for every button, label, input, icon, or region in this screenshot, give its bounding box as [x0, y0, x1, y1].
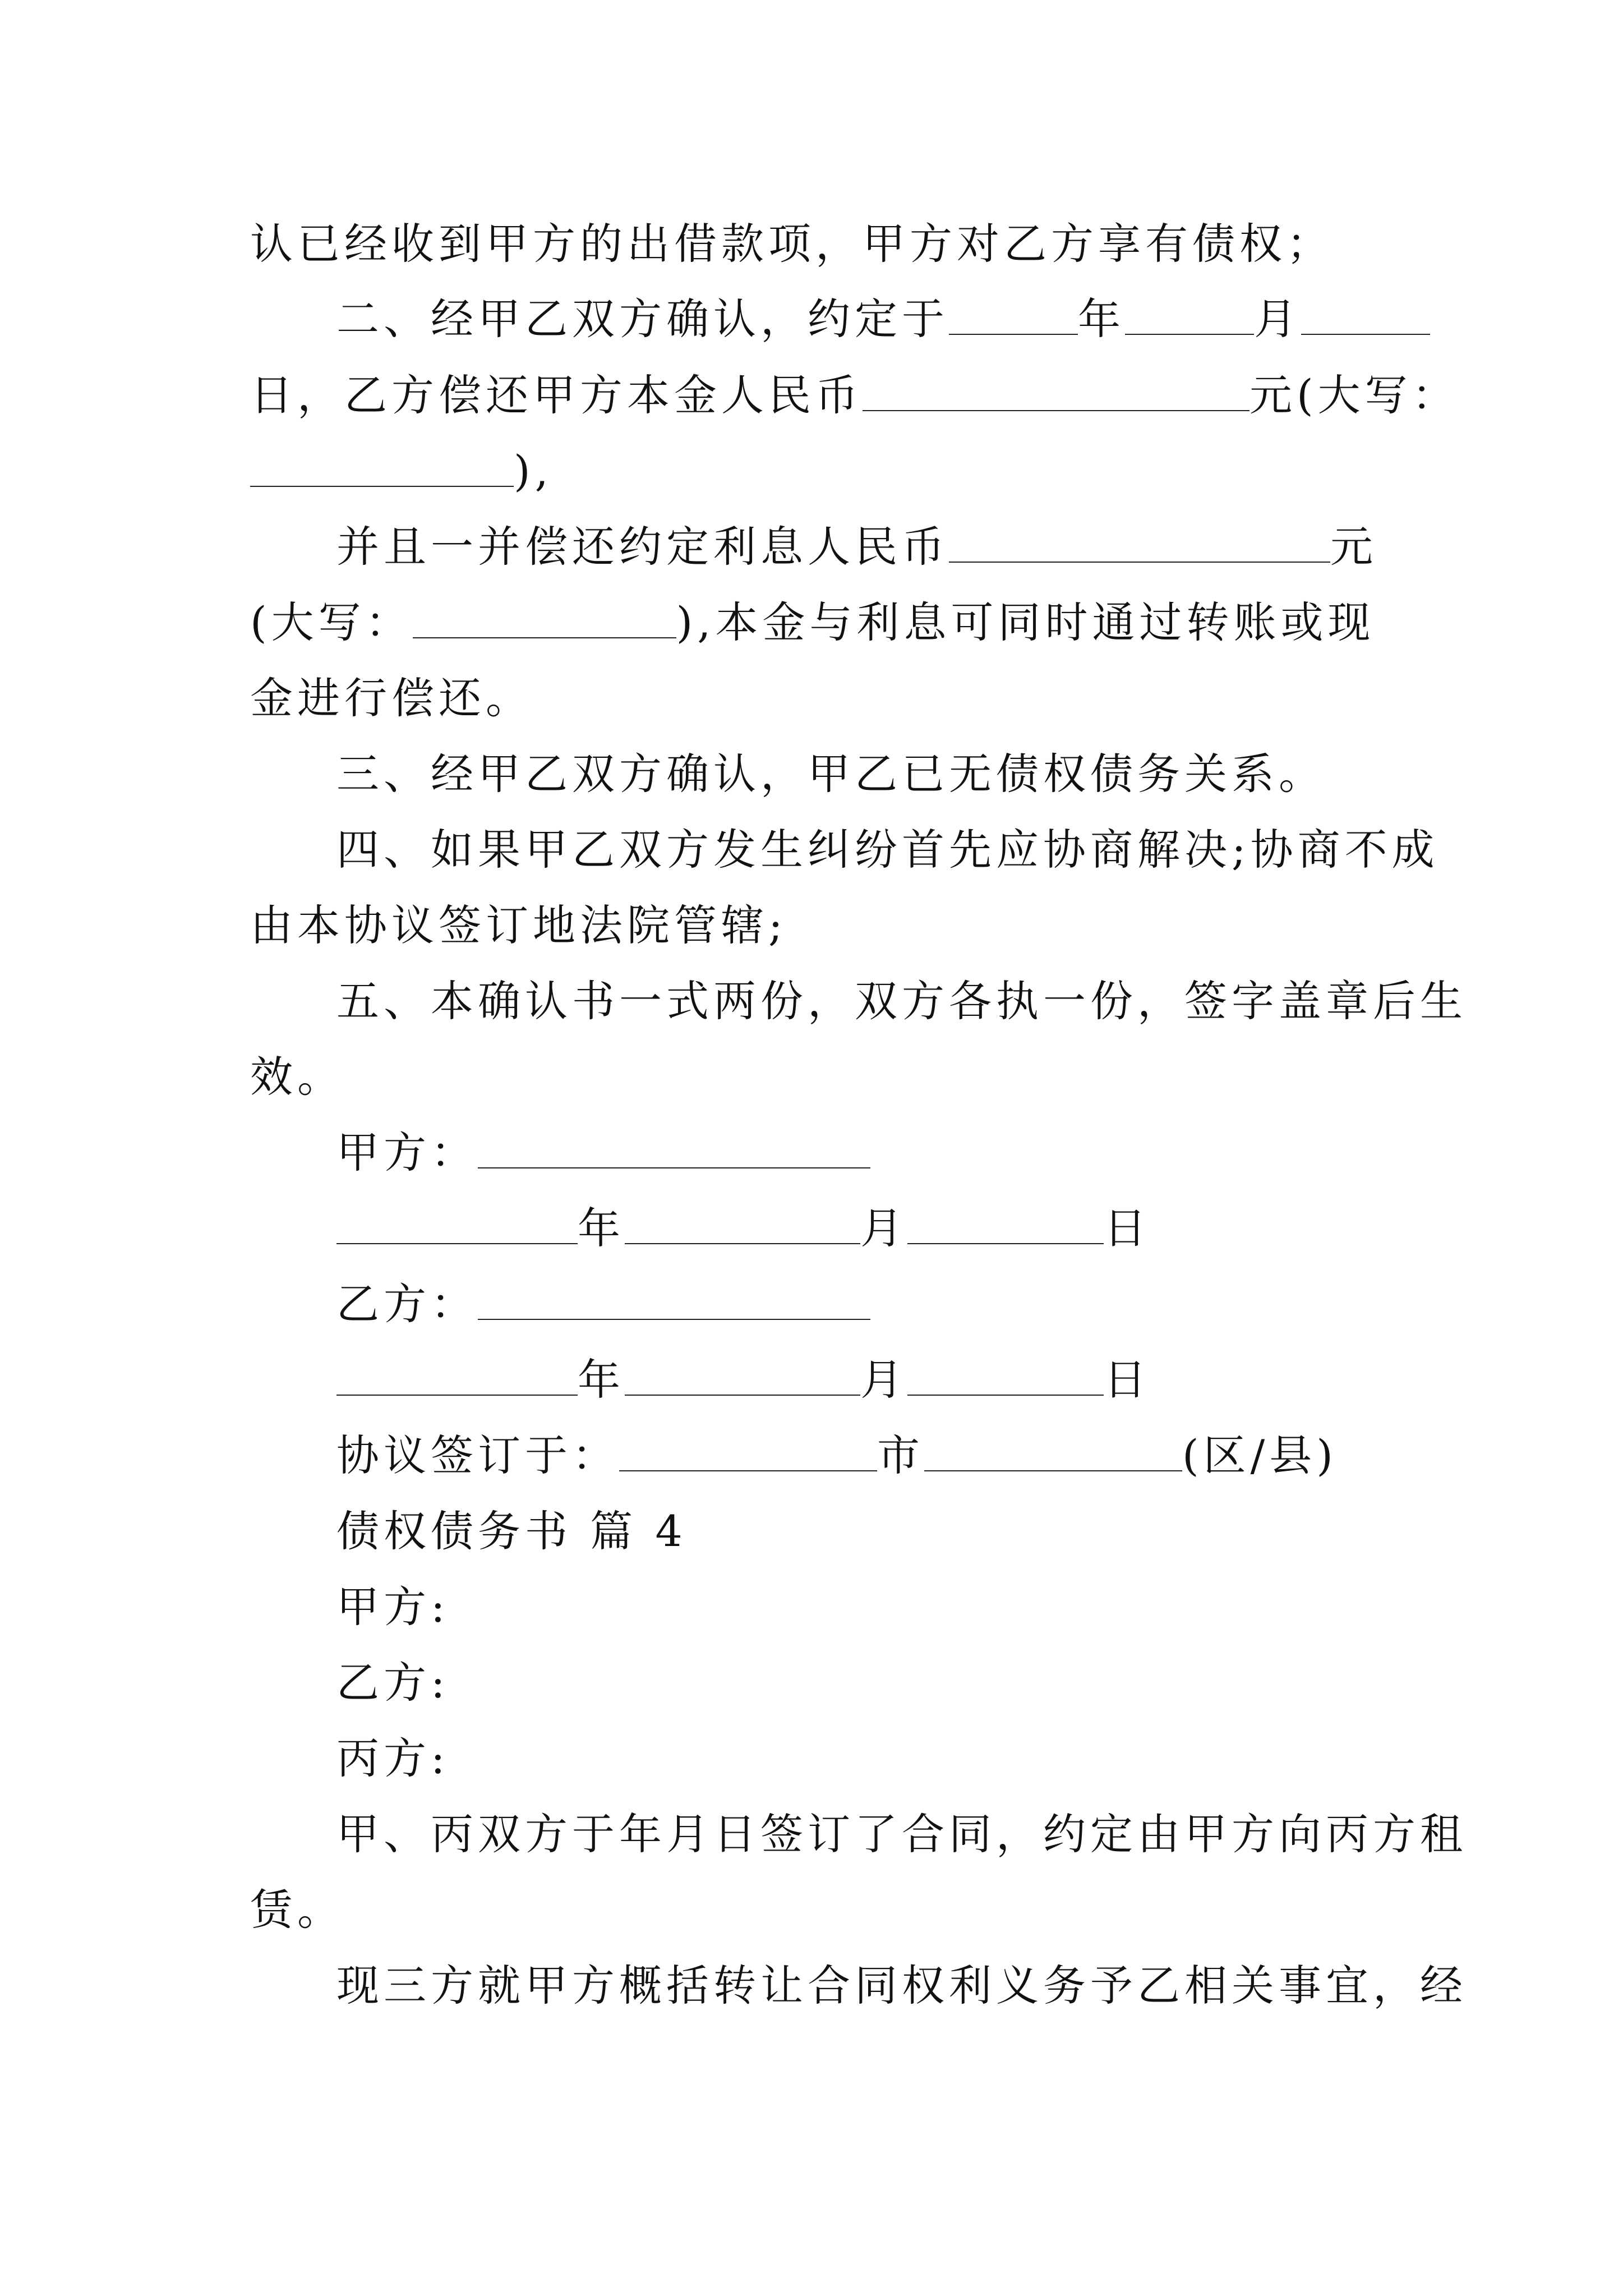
clause-four-line [250, 892, 1383, 959]
text-segment: 日 [1104, 1355, 1151, 1405]
text-segment: ), [514, 446, 553, 496]
text-segment: 甲方: [336, 1582, 450, 1632]
text-segment: 年 [578, 1355, 625, 1405]
party-a-date-line [336, 1195, 1469, 1262]
text-segment: 丙方: [336, 1733, 450, 1783]
clause-two-line [250, 362, 1459, 429]
text-segment: 年 [578, 1203, 625, 1253]
clause-five-line [250, 1043, 1383, 1111]
text-segment: (区/县) [1182, 1430, 1338, 1480]
text-segment: (大写： [250, 597, 413, 647]
text-segment: 五、本确认书一式两份，双方各执一份，签字盖章后生 [336, 976, 1467, 1026]
year-blank [336, 1200, 578, 1244]
day-blank [1301, 291, 1430, 335]
party-b-label [336, 1649, 1469, 1717]
interest-line [336, 513, 1469, 581]
text-segment: 并且一并偿还约定利息人民币 [336, 522, 949, 572]
text-segment: 月 [1254, 294, 1301, 344]
text-segment: 效。 [250, 1052, 344, 1102]
text-segment: 甲、丙双方于年月日签订了合同，约定由甲方向丙方租 [336, 1809, 1467, 1859]
text-segment: 二、经甲乙双方确认，约定于 [336, 294, 949, 344]
clause-two-line [336, 286, 1469, 353]
party-b-signature-blank [478, 1276, 870, 1320]
text-segment: 元(大写： [1249, 370, 1459, 420]
signing-place-line [336, 1422, 1469, 1489]
text-segment: 由本协议签订地法院管辖; [250, 900, 787, 950]
text-segment: 日，乙方偿还甲方本金人民币 [250, 370, 863, 420]
text-segment: 月 [860, 1355, 907, 1405]
clause-five-line [336, 968, 1469, 1035]
text-segment: 协议签订于： [336, 1430, 619, 1480]
paragraph-line [250, 1876, 1383, 1944]
text-segment: 元 [1330, 522, 1377, 572]
city-blank [619, 1428, 877, 1471]
text-segment: 月 [860, 1203, 907, 1253]
party-b-signature-line [336, 1271, 1469, 1338]
party-a-signature-blank [478, 1125, 870, 1168]
text-segment: 乙方: [336, 1658, 450, 1708]
text-segment: 现三方就甲方概括转让合同权利义务予乙相关事宜，经 [336, 1961, 1467, 2010]
principal-capital-blank [250, 443, 514, 487]
paragraph-line [336, 1801, 1469, 1868]
interest-line [250, 589, 1383, 656]
text-segment: 甲方： [336, 1128, 478, 1177]
party-a-signature-line [336, 1119, 1469, 1186]
month-blank [1125, 291, 1254, 335]
district-blank [924, 1428, 1182, 1471]
clause-two-line [250, 438, 1383, 505]
text-segment: 金进行偿还。 [250, 673, 533, 723]
interest-amount-blank [949, 519, 1330, 563]
party-c-label [336, 1725, 1469, 1792]
day-blank [907, 1200, 1104, 1244]
month-blank [625, 1200, 860, 1244]
text-segment: 市 [877, 1430, 924, 1480]
year-blank [336, 1352, 578, 1396]
clause-four-line [336, 816, 1469, 884]
text-segment: ),本金与利息可同时通过转账或现 [676, 597, 1375, 647]
party-b-date-line [336, 1346, 1469, 1414]
text-segment: 年 [1078, 294, 1125, 344]
text-segment: 赁。 [250, 1885, 344, 1935]
principal-amount-blank [863, 367, 1249, 411]
text-segment: 三、经甲乙双方确认，甲乙已无债权债务关系。 [336, 749, 1326, 799]
clause-three-line [336, 740, 1469, 808]
paragraph-line [250, 210, 1383, 278]
year-blank [949, 291, 1078, 335]
paragraph-line [250, 665, 1383, 732]
month-blank [625, 1352, 860, 1396]
text-segment: 认已经收到甲方的出借款项，甲方对乙方享有债权； [250, 219, 1334, 269]
interest-capital-blank [413, 595, 676, 638]
paragraph-line [336, 1952, 1469, 2019]
text-segment: 乙方： [336, 1279, 478, 1329]
section-title [336, 1498, 1469, 1565]
text-segment: 日 [1104, 1203, 1151, 1253]
day-blank [907, 1352, 1104, 1396]
text-segment: 四、如果甲乙双方发生纠纷首先应协商解决;协商不成 [336, 825, 1439, 875]
party-a-label [336, 1573, 1469, 1641]
text-segment: 债权债务书 篇 4 [336, 1506, 687, 1556]
